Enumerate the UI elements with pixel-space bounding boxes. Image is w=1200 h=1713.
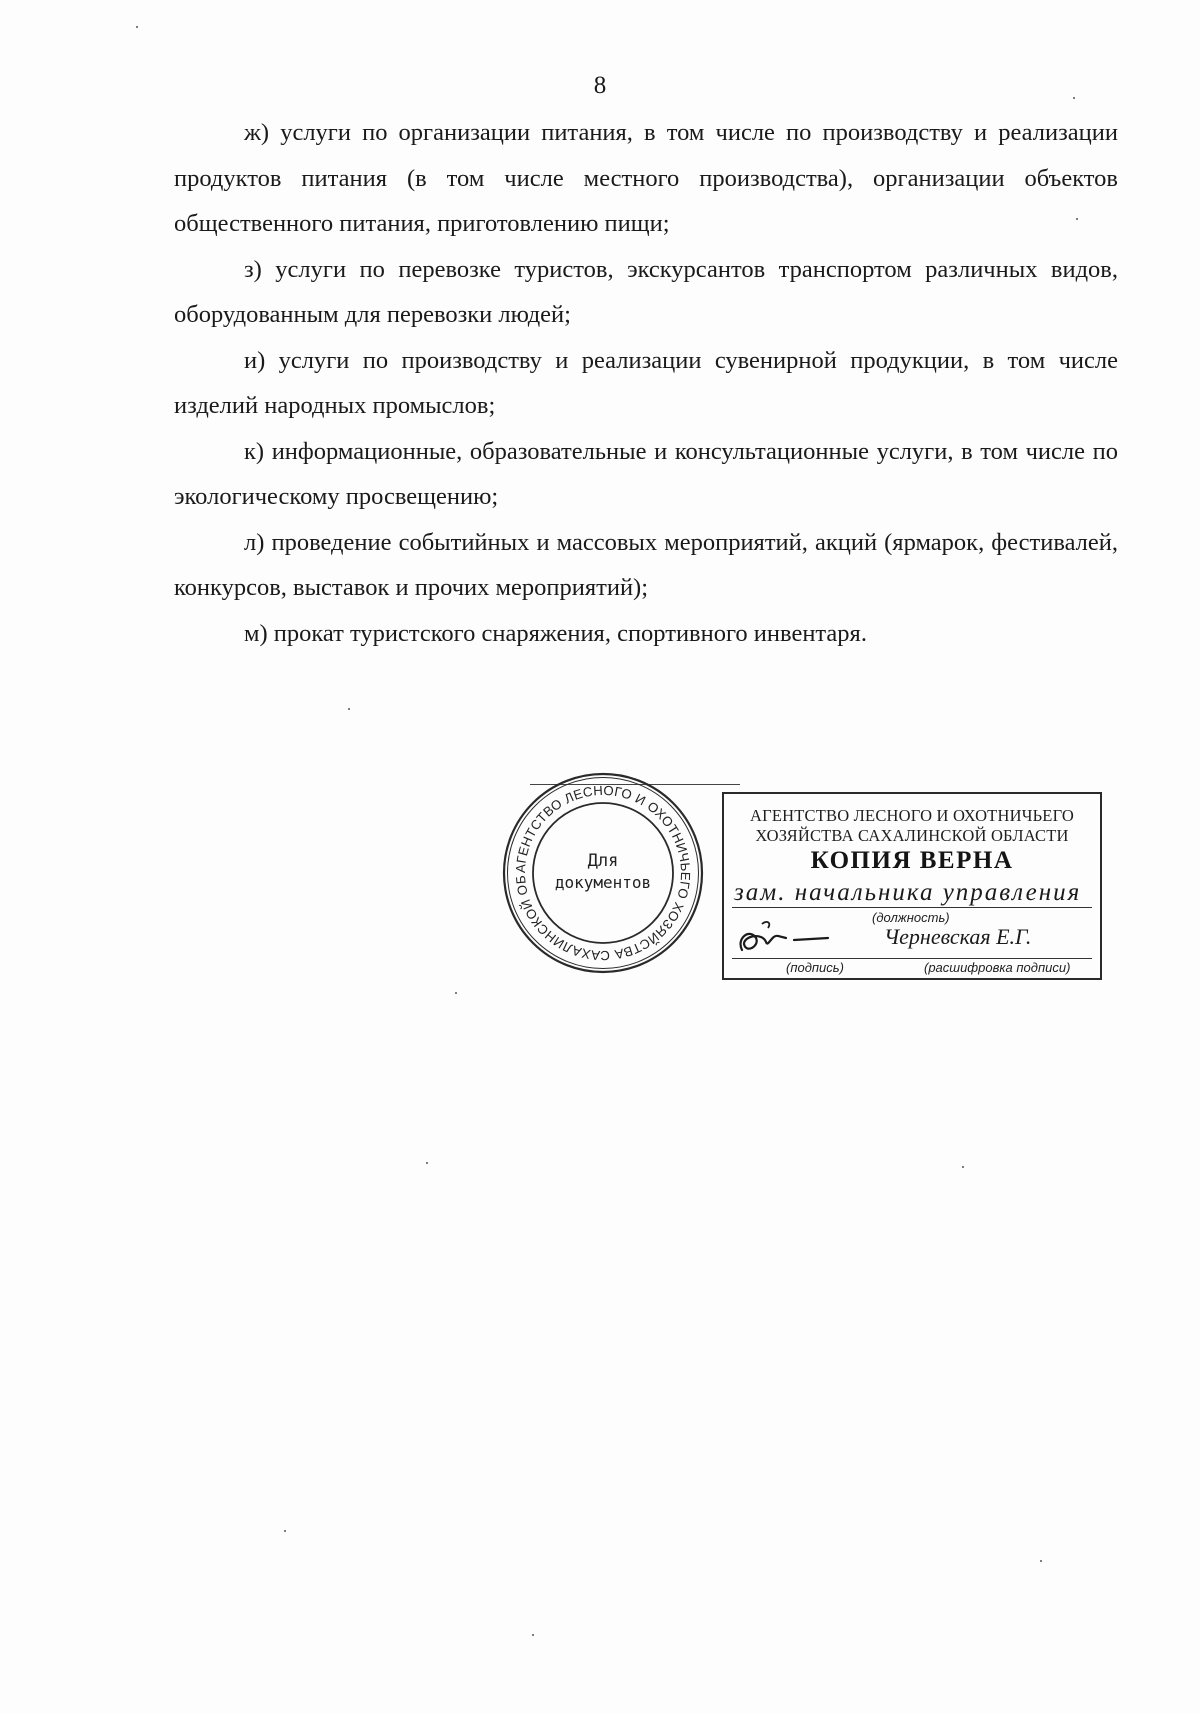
paragraph-m: м) прокат туристского снаряжения, спортивного инвентаря.: [244, 619, 867, 647]
scan-speck: [348, 708, 350, 710]
stamp-agency-line1: АГЕНТСТВО ЛЕСНОГО И ОХОТНИЧЬЕГО: [749, 806, 1075, 825]
stamp-title: КОПИЯ ВЕРНА: [810, 847, 1014, 874]
stamp-agency-line2: ХОЗЯЙСТВА САХАЛИНСКОЙ ОБЛАСТИ: [755, 826, 1069, 845]
scan-speck: [136, 26, 138, 28]
name-handwritten: Черневская Е.Г.: [884, 924, 1032, 949]
paragraph-zh: ж) услуги по организации питания, в том числе по производству и реализации продуктов питания (в том числе местного производства), организации объектов общественного питания, приготовлению пищи;: [174, 119, 1118, 237]
scan-speck: [284, 1530, 286, 1532]
position-line: [732, 907, 1092, 908]
name-caption: (расшифровка подписи): [924, 960, 1071, 975]
seal-ring-text: АГЕНТСТВО ЛЕСНОГО И ОХОТНИЧЬЕГО ХОЗЯЙСТВА САХАЛИНСКОЙ ОБ: [512, 782, 694, 964]
copy-certification-stamp: [722, 792, 1102, 980]
paragraph-z: з) услуги по перевозке туристов, экскурсантов транспортом различных видов, оборудованным для перевозки людей;: [174, 255, 1118, 328]
scan-speck: [1076, 218, 1078, 220]
scan-speck: [962, 1166, 964, 1168]
scan-speck: [532, 1634, 534, 1636]
scan-speck: [1073, 97, 1075, 99]
paragraph-i: и) услуги по производству и реализации сувенирной продукции, в том числе изделий народных промыслов;: [174, 346, 1118, 419]
scan-speck: [455, 992, 457, 994]
seal-center-line1: Для: [587, 851, 619, 871]
paragraph-l: л) проведение событийных и массовых мероприятий, акций (ярмарок, фестивалей, конкурсов, выставок и прочих мероприятий);: [174, 528, 1118, 601]
seal-graphic: [500, 770, 706, 976]
position-handwritten: зам. начальника управления: [734, 879, 1082, 906]
seal-center-line2: документов: [554, 873, 652, 892]
scan-speck: [1040, 1560, 1042, 1562]
round-seal: [500, 770, 706, 976]
page-number: 8: [593, 72, 607, 99]
signature-mark: [732, 916, 842, 964]
scan-speck: [426, 1162, 428, 1164]
body-text: [174, 110, 1118, 656]
position-caption: (должность): [872, 910, 950, 925]
signature-caption: (подпись): [786, 960, 844, 975]
paragraph-k: к) информационные, образовательные и консультационные услуги, в том числе по экологическому просвещению;: [174, 437, 1118, 510]
